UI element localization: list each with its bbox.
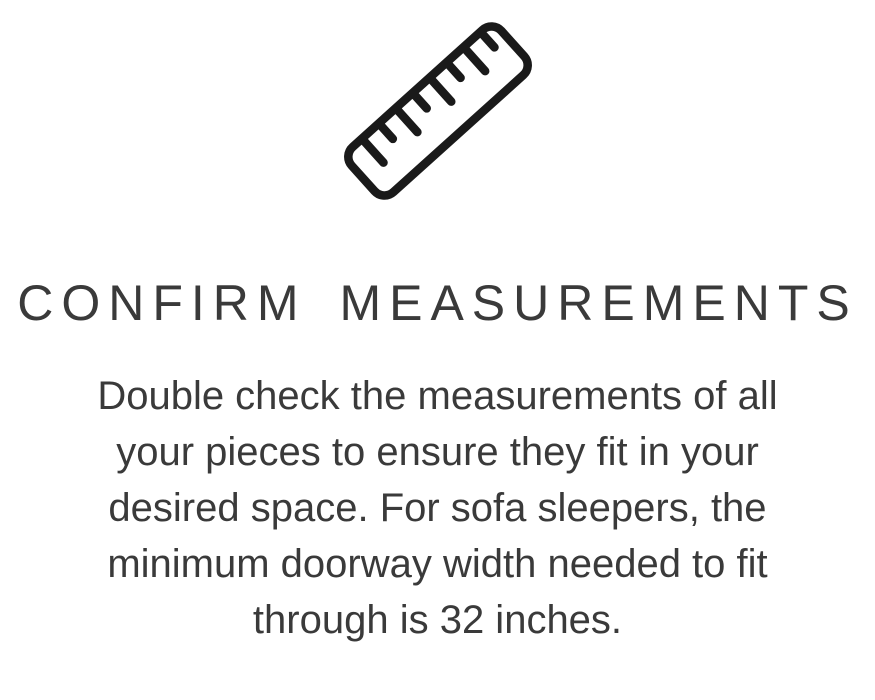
description-line: desired space. For sofa sleepers, the <box>108 486 767 530</box>
description-line: through is 32 inches. <box>252 598 623 642</box>
description-line: Double check the measurements of all <box>97 374 778 418</box>
description-line: minimum doorway width needed to fit <box>107 542 768 586</box>
ruler-icon-svg <box>338 16 538 206</box>
description-line: your pieces to ensure they fit in your <box>116 430 759 474</box>
ruler-icon <box>338 16 538 206</box>
section-title: CONFIRM MEASUREMENTS <box>17 275 858 331</box>
measurement-description <box>97 368 777 648</box>
